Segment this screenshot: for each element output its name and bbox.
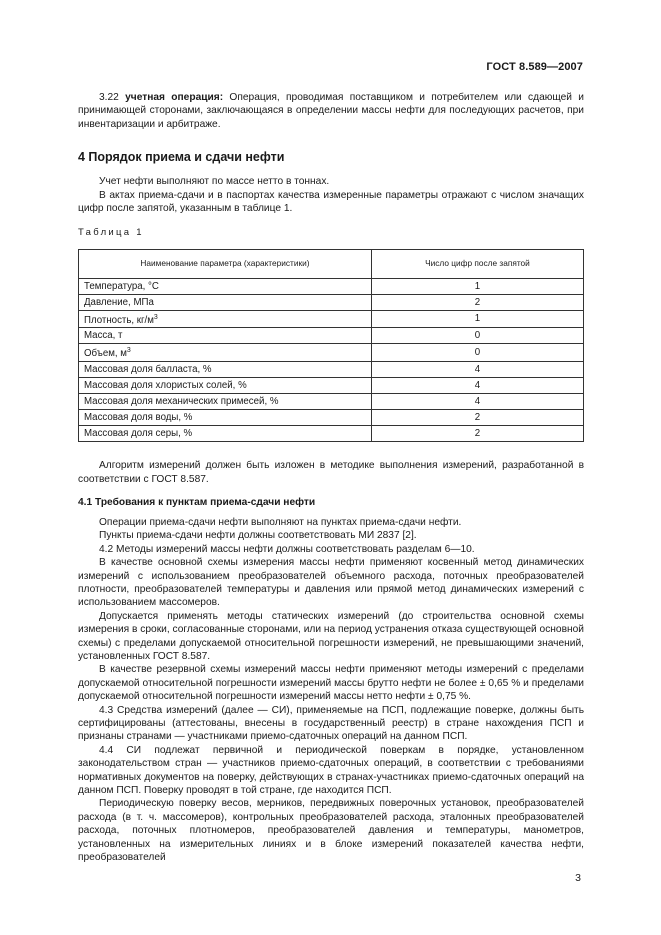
digits-cell: 0 [371,328,583,344]
param-name-cell [79,294,372,310]
param-name: Масса, т [84,330,123,342]
param-name-cell [79,328,372,344]
param-name-cell [79,426,372,442]
body-para: В качестве резервной схемы измерений массы нефти применяют методы измерений с пределами допускаемой относительной погрешности измерений массы брутто нефти не более ± 0,65 % и пределами допускаемой относительной погрешности измерений массы нетто нефти ± 0,75 %. [78,664,584,703]
digits-cell: 2 [371,410,583,426]
table-header-param: Наименование параметра (характеристики) [79,249,372,278]
algorithm-para: Алгоритм измерений должен быть изложен в методике выполнения измерений, разработанной в соответствии с ГОСТ 8.587. [78,460,584,485]
body-para: 4.3 Средства измерений (далее — СИ), применяемые на ПСП, подлежащие поверке, должны быть сертифицированы (аттестованы, внесены в государственный реестр) в стране нахождения ПСП и признаны странами — участниками приемо-сдаточных операций на данном ПСП. [78,704,584,743]
table-body [79,278,584,441]
param-name: Давление, МПа [84,296,154,308]
digits-cell: 2 [371,294,583,310]
param-name: Температура, °С [84,280,159,292]
param-name: Массовая доля механических примесей, % [84,395,279,407]
table-row [79,410,584,426]
table-row [79,328,584,344]
param-name-cell [79,362,372,378]
table-header-digits: Число цифр после запятой [371,249,583,278]
body-para: 4.4 СИ подлежат первичной и периодической поверкам в порядке, установленном законодательством стран — участников приемо-сдаточных операций, в соответствии с требованиями нормативных документов на поверку, действующих в странах-участниках приемо-сдаточных операций на данном ПСП. Поверку проводят в той стране, где находится ПСП. [78,744,584,797]
section-4-para-2: В актах приема-сдачи и в паспортах качества измеренные параметры отражают с числом значащих цифр после запятой, указанным в таблице 1. [78,189,584,215]
section-4-title: 4 Порядок приема и сдачи нефти [78,150,285,165]
param-name: Плотность, кг/м [84,315,154,327]
param-name: Объем, м [84,348,127,360]
section-4-1-title: 4.1 Требования к пунктам приема-сдачи нефти [78,496,316,508]
document-header: ГОСТ 8.589—2007 [486,61,583,73]
table-row [79,394,584,410]
param-name-cell [79,278,372,294]
table-row [79,344,584,362]
table-1 [78,249,584,442]
param-name-cell [79,310,372,328]
param-name: Массовая доля балласта, % [84,363,212,375]
param-name-cell [79,394,372,410]
table-row [79,378,584,394]
digits-cell: 4 [371,378,583,394]
clause-3-22 [78,91,584,131]
table-row [79,310,584,328]
param-unit-exponent: 3 [153,313,158,321]
digits-cell: 0 [371,344,583,362]
table-caption: Таблица 1 [78,227,144,239]
digits-cell: 2 [371,426,583,442]
table-row [79,278,584,294]
param-name-cell [79,410,372,426]
section-4-para-1: Учет нефти выполняют по массе нетто в тоннах. [99,176,330,188]
param-name-cell [79,378,372,394]
param-name: Массовая доля хлористых солей, % [84,379,247,391]
section-4-1-body [78,516,584,865]
page-content [78,91,584,865]
param-name: Массовая доля воды, % [84,411,193,423]
page-number: 3 [575,872,581,884]
body-para: Операции приема-сдачи нефти выполняют на пунктах приема-сдачи нефти. [99,516,462,528]
digits-cell: 1 [371,278,583,294]
clause-term: учетная операция: [125,92,224,103]
clause-text: Операция, проводимая поставщиком и потребителем или сдающей и принимающей сторонами, заключающаяся в определении массы нефти для последующих расчетов, при инвентаризации и арбитраже. [78,92,584,130]
table-row [79,294,584,310]
body-para: В качестве основной схемы измерения массы нефти применяют косвенный метод динамических измерений с использованием преобразователей объемного расхода, поточных преобразователей плотности, преобразователей температуры и давления или прямой метод динамических измерений с использованием массомеров. [78,557,584,609]
body-para: Допускается применять методы статических измерений (до строительства основной схемы измерения в сроки, согласованные сторонами, или на период устранения отказа существующей основной схемы) с пределами допускаемой относительной погрешности измерений, не превышающими значений, установленных ГОСТ 8.587. [78,610,584,662]
param-name: Массовая доля серы, % [84,427,193,439]
param-name-cell [79,344,372,362]
clause-number: 3.22 [99,92,119,103]
table-row [79,426,584,442]
body-para: 4.2 Методы измерений массы нефти должны соответствовать разделам 6—10. [99,543,475,555]
body-para: Периодическую поверку весов, мерников, передвижных поверочных установок, преобразователей расхода (в т. ч. массомеров), контрольных преобразователей расхода, эталонных преобразователей расхода, поточных плотномеров, преобразователей давления и температуры, манометров, установленных на измерительных линиях и в блоке измерений показателей качества нефти, преобразователей [78,798,584,864]
table-row [79,362,584,378]
digits-cell: 4 [371,394,583,410]
digits-cell: 4 [371,362,583,378]
digits-cell: 1 [371,310,583,328]
body-para: Пункты приема-сдачи нефти должны соответствовать МИ 2837 [2]. [99,530,417,542]
param-unit-exponent: 3 [126,347,131,355]
table-header-row [79,249,584,278]
